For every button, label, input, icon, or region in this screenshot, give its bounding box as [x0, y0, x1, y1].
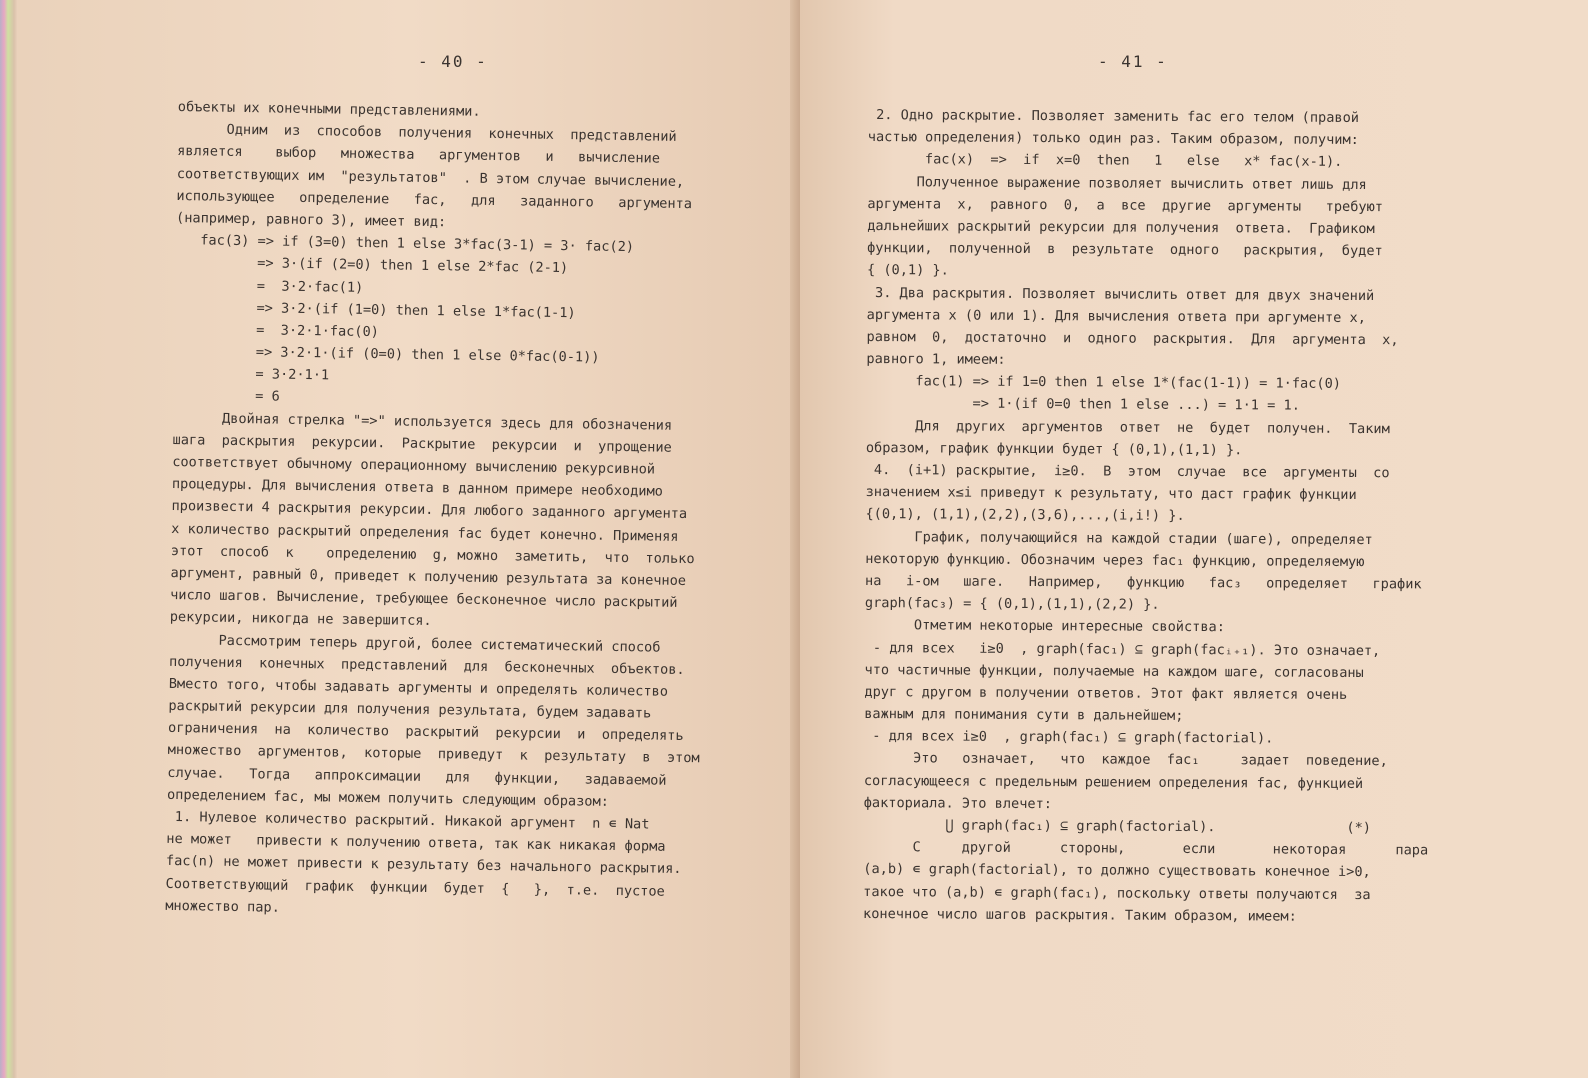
text-line: x количество раскрытий определения fac будет конечно. Применяя [171, 520, 679, 545]
text-line: определением fac, мы можем получить следующим образом: [166, 786, 610, 810]
text-line: Вместо того, чтобы задавать аргументы и определять количество [168, 675, 669, 700]
text-line: друг с другом в получении ответов. Этот факт является очень [864, 683, 1348, 703]
text-line: 4. (i+1) раскрытие, i≥0. В этом случае все аргументы со [865, 461, 1390, 482]
text-line: равного 1, имеем: [866, 351, 1006, 368]
text-line: такое что (a,b) ∊ graph(fac₁), поскольку ответы получаются за [863, 883, 1371, 903]
text-line: - для всех i≥0 , graph(fac₁) ⊆ graph(factorial). [864, 728, 1274, 747]
text-line: Для других аргументов ответ не будет получен. Таким [865, 417, 1390, 437]
text-line: 1. Нулевое количество раскрытий. Никакой аргумент n ∊ Nat [166, 808, 650, 833]
text-line: случае. Тогда аппроксимации для функции, задаваемой [167, 764, 667, 789]
text-line: graph(fac₃) = { (0,1),(1,1),(2,2) }. [864, 595, 1160, 613]
text-line: => 3·2·1·(if (0=0) then 1 else 0*fac(0-1)) [173, 343, 600, 366]
text-line: аргумента x (0 или 1). Для вычисления ответа при аргументе x, [866, 306, 1366, 326]
text-line: => 3·2·(if (1=0) then 1 else 1*fac(1-1) [174, 298, 576, 321]
text-line: = 3·2·fac(1) [174, 276, 364, 296]
text-line: множество аргументов, которые приведут к результату в этом [167, 742, 700, 767]
text-line: ⋃ graph(fac₁) ⊆ graph(factorial). (*) [863, 816, 1372, 837]
text-line: fac(n) не может привести к результату без начального раскрытия. [165, 853, 682, 878]
text-line: 2. Одно раскрытие. Позволяет заменить fac его телом (правой [867, 106, 1360, 126]
text-line: соответствует обычному операционному вычислению рекурсивной [172, 453, 656, 478]
text-line: значением x≤i приведут к результату, что даст график функции [865, 484, 1357, 504]
text-line: = 6 [173, 387, 280, 406]
text-line: процедуры. Для вычисления ответа в данном примере необходимо [171, 476, 664, 500]
text-line: Двойная стрелка "=>" используется здесь для обозначения [172, 409, 673, 434]
text-line: С другой стороны, если некоторая пара [863, 839, 1429, 859]
text-line: соответствующих им "результатов" . В этом случае вычисление, [176, 165, 685, 190]
text-line: шага раскрытия рекурсии. Раскрытие рекурсии и упрощение [172, 431, 672, 456]
page-text [165, 96, 710, 925]
text-line: Соответствующий график функции будет { }, т.е. пустое [165, 875, 665, 900]
text-line: аргумент, равный 0, приведет к получению результата за конечное [170, 564, 687, 589]
text-line: fac(3) => if (3=0) then 1 else 3*fac(3-1) = 3· fac(2) [175, 232, 635, 256]
text-line: частью определения) только один раз. Таким образом, получим: [867, 129, 1359, 149]
text-line: аргумента x, равного 0, а все другие аргументы требуют [867, 195, 1384, 215]
text-line: факториала. Это влечет: [863, 794, 1053, 812]
text-line: (например, равного 3), имеет вид: [175, 209, 447, 231]
text-line: согласующееся с предельным решением определения fac, функцией [863, 772, 1364, 792]
text-line: fac(1) => if 1=0 then 1 else 1*(fac(1-1)) = 1·fac(0) [866, 373, 1342, 393]
text-line: функции, полученной в результате одного раскрытия, будет [867, 240, 1383, 260]
text-line: некоторую функцию. Обозначим через fac₁ функцию, определяемую [865, 550, 1365, 570]
page-text [863, 104, 1433, 928]
text-line: - для всех i≥0 , graph(fac₁) ⊆ graph(facᵢ₊₁). Это означает, [864, 639, 1381, 659]
text-line: получения конечных представлений для бесконечных объектов. [168, 653, 685, 678]
text-line: число шагов. Вычисление, требующее бесконечное число раскрытий [170, 587, 678, 612]
text-line: является выбор множества аргументов и вычисление [177, 143, 661, 167]
text-line: произвести 4 раскрытия рекурсии. Для любого заданного аргумента [171, 498, 688, 523]
page-number: - 40 - [418, 52, 488, 71]
text-line: на i-ом шаге. Например, функцию fac₃ определяет график [865, 572, 1422, 593]
text-line: => 1·(if 0=0 then 1 else ...) = 1·1 = 1. [866, 395, 1300, 415]
text-line: важным для понимания сути в дальнейшем; [864, 706, 1184, 725]
text-line: дальнейших раскрытий рекурсии для получения ответа. Графиком [867, 217, 1375, 238]
text-line: 3. Два раскрытия. Позволяет вычислить ответ для двух значений [866, 284, 1375, 304]
text-line: Рассмотрим теперь другой, более систематический способ [169, 631, 661, 656]
text-line: fac(x) => if x=0 then 1 else x* fac(x-1). [867, 151, 1343, 171]
text-line: {(0,1), (1,1),(2,2),(3,6),...,(i,i!) }. [865, 506, 1185, 525]
left-page [18, 0, 798, 1078]
text-line: конечное число шагов раскрытия. Таким образом, имеем: [863, 905, 1297, 925]
text-line: множество пар. [165, 897, 280, 916]
text-line: использующее определение fac, для заданного аргумента [176, 187, 693, 212]
text-line: Это означает, что каждое fac₁ задает поведение, [863, 750, 1388, 770]
text-line: Одним из способов получения конечных представлений [177, 121, 677, 146]
text-line: равном 0, достаточно и одного раскрытия. Для аргумента x, [866, 328, 1399, 349]
page-edges [0, 0, 18, 1078]
text-line: = 3·2·1·1 [173, 365, 330, 384]
text-line: не может привести к получению ответа, так как никакая форма [166, 831, 666, 855]
right-page [800, 0, 1588, 1078]
text-line: = 3·2·1·fac(0) [174, 320, 380, 341]
text-line: что частичные функции, получаемые на каждом шаге, согласованы [864, 661, 1364, 681]
text-line: раскрытий рекурсии для получения результата, будем задавать [168, 697, 652, 722]
page-number: - 41 - [1098, 52, 1168, 71]
text-line: Отметим некоторые интересные свойства: [864, 617, 1225, 636]
text-line: образом, график функции будет { (0,1),(1,1) }. [865, 439, 1243, 459]
text-line: => 3·(if (2=0) then 1 else 2*fac (2-1) [175, 254, 569, 277]
text-line: График, получающийся на каждой стадии (шаге), определяет [865, 528, 1373, 548]
text-line: рекурсии, никогда не завершится. [169, 609, 432, 630]
text-line: { (0,1) }. [866, 262, 949, 279]
text-line: Полученное выражение позволяет вычислить ответ лишь для [867, 173, 1367, 193]
text-line: объекты их конечными представлениями. [177, 98, 481, 120]
text-line: (a,b) ∊ graph(factorial), то должно существовать конечное i>0, [863, 861, 1371, 881]
text-line: этот способ к определению g, можно заметить, что только [170, 542, 695, 567]
text-line: ограничения на количество раскрытий рекурсии и определять [167, 720, 684, 745]
